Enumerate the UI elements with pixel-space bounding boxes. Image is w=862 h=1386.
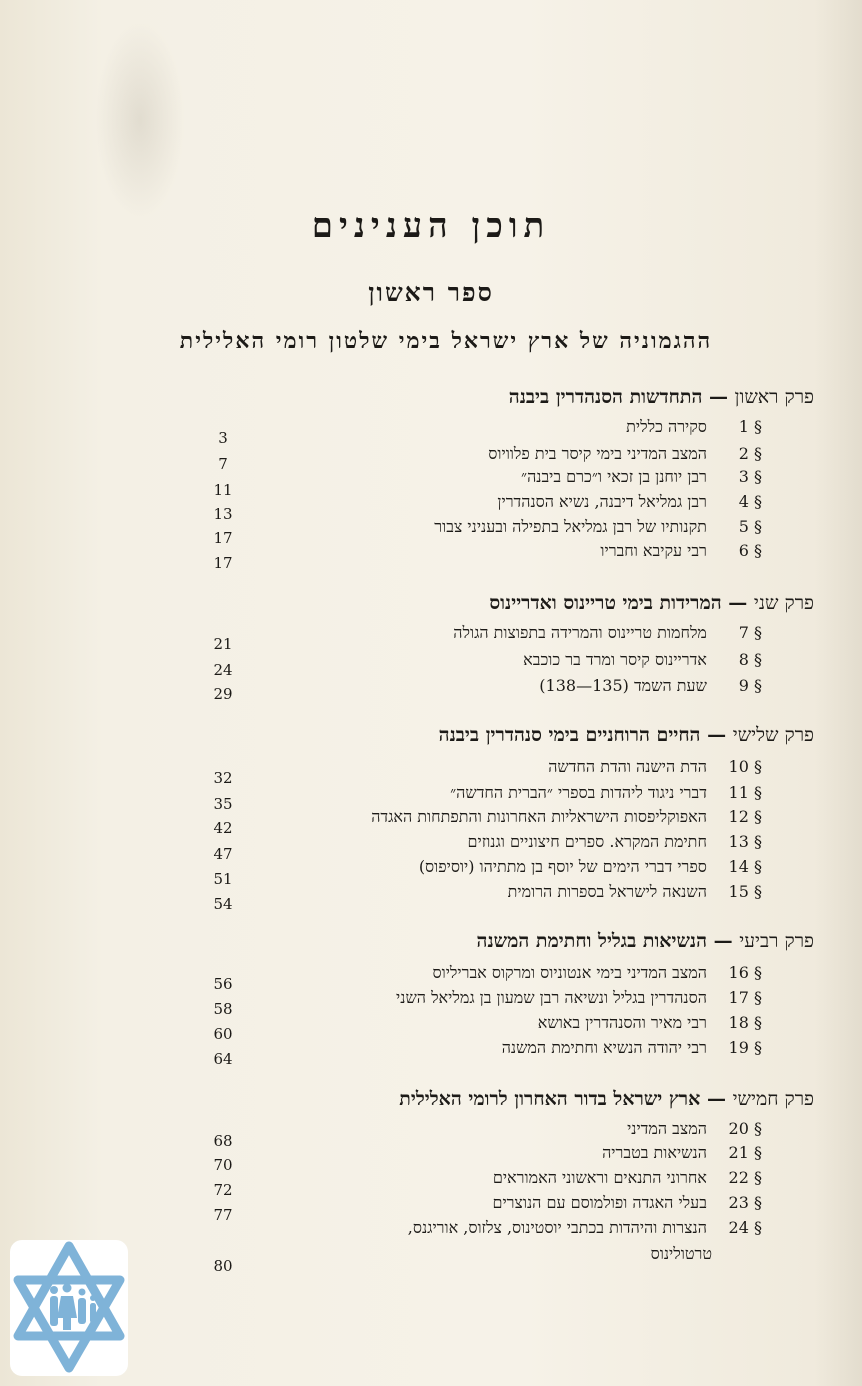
chapter-title: — התחדשות הסנהדרין ביבנה: [508, 386, 728, 408]
chapter-title: — הנשיאות בגליל וחתימת המשנה: [476, 930, 733, 952]
chapter-title: — ארץ ישראל בדור האחרון לרומי האלילית: [399, 1088, 726, 1110]
chapter-title: — החיים הרוחניים בימי סנהדרין ביבנה: [438, 724, 727, 746]
entry-title: חתימת המקרא. ספרים חיצוניים וגנוזים: [467, 832, 707, 851]
page-number: 54: [213, 895, 233, 913]
page-number: 7: [218, 455, 228, 473]
book-heading: ספר ראשון: [368, 278, 494, 307]
section-number: § 17: [728, 988, 762, 1007]
section-number: § 10: [728, 757, 762, 776]
toc-entry: [419, 854, 762, 880]
entry-title: הדת הישנה והדת החדשה: [548, 757, 707, 776]
entry-title: ספרי דברי הימים של יוסף בן מתתיהו (יוסיפוס): [418, 857, 707, 876]
entry-title: רבי עקיבא וחבריו: [600, 541, 707, 560]
section-number: § 15: [728, 882, 762, 901]
section-number: § 20: [728, 1119, 762, 1138]
toc-entry: [548, 754, 762, 780]
page-smudge: [95, 20, 185, 220]
page-number: 24: [213, 661, 233, 679]
chapter-label: פרק שלישי: [732, 724, 814, 746]
page-number: 35: [213, 795, 233, 813]
page-number: 58: [213, 1000, 233, 1018]
entry-title: רבן גמליאל דיבנה, נשיא הסנהדרין: [497, 492, 707, 511]
page-number: 21: [213, 635, 233, 653]
page-number: 68: [213, 1132, 233, 1150]
page-number: 29: [213, 685, 233, 703]
toc-entry: [371, 804, 762, 830]
chapter-heading: [399, 1088, 814, 1111]
entry-title: המצב המדיני בימי אנטוניוס ומרקוס אבריליוס: [432, 963, 707, 982]
page-number: 60: [213, 1025, 233, 1043]
section-number: § 22: [728, 1168, 762, 1187]
page-number: 11: [213, 481, 233, 499]
section-number: § 6: [738, 541, 762, 560]
section-number: § 7: [738, 623, 762, 642]
page-number: 42: [213, 819, 233, 837]
section-number: § 18: [728, 1013, 762, 1032]
toc-entry: [538, 1010, 762, 1036]
section-number: § 3: [738, 467, 762, 486]
page-number: 70: [213, 1156, 233, 1174]
entry-title: דברי ניגוד ליהדות בספרי ״הברית החדשה״: [450, 783, 707, 802]
chapter-label: פרק ראשון: [734, 386, 814, 408]
entry-title: רבי מאיר והסנהדרין באושא: [537, 1013, 707, 1032]
section-number: § 16: [728, 963, 762, 982]
section-number: § 23: [728, 1193, 762, 1212]
toc-entry: [497, 489, 762, 515]
toc-entry: [453, 620, 762, 646]
entry-title: השנאה לישראל בספרות הרומית: [507, 882, 707, 901]
toc-entry: [493, 1165, 762, 1191]
toc-entry: [433, 960, 762, 986]
toc-entry: [521, 464, 762, 490]
entry-title: אדריינוס קיסר ומרד בר כוכבא: [523, 650, 707, 669]
page-number: 17: [213, 554, 233, 572]
star-of-david-icon: [10, 1240, 128, 1376]
chapter-label: פרק חמישי: [732, 1088, 814, 1110]
entry-title: רבי יהודה הנשיא וחתימת המשנה: [501, 1038, 707, 1057]
toc-entry: [396, 985, 762, 1011]
toc-entry: [600, 538, 762, 564]
chapter-heading: [509, 386, 814, 409]
page-title: תוכן הענינים: [311, 206, 551, 246]
chapter-heading: [439, 724, 814, 747]
section-number: § 12: [728, 807, 762, 826]
section-number: § 9: [738, 676, 762, 695]
section-number: § 5: [738, 517, 762, 536]
book-subtitle: ההגמוניה של ארץ ישראל בימי שלטון רומי האלילית: [179, 328, 713, 354]
page-number: 17: [213, 529, 233, 547]
entry-title: המצב המדיני: [627, 1119, 707, 1138]
toc-entry: [492, 1190, 762, 1216]
entry-title: אחרוני התנאים וראשוני האמוראים: [492, 1168, 707, 1187]
toc-entry: [539, 673, 762, 699]
chapter-title: — המרידות בימי טריינוס ואדריינוס: [489, 592, 748, 614]
entry-title: סקירה כללית: [626, 417, 707, 436]
entry-title: האפוקליפסות הישראליות האחרונות והתפתחות האגדה: [371, 807, 707, 826]
toc-entry-continuation: [651, 1241, 712, 1267]
toc-entry: [523, 647, 762, 673]
chapter-label: פרק שני: [753, 592, 814, 614]
page-number: 72: [213, 1181, 233, 1199]
toc-entry: [408, 1215, 762, 1241]
entry-title: המצב המדיני בימי קיסר בית פלוויוס: [488, 444, 707, 463]
page-number: 80: [213, 1257, 233, 1275]
entry-title: תקנותיו של רבן גמליאל בתפילה ובעניני צבור: [434, 517, 707, 536]
chapter-heading: [477, 930, 814, 953]
section-number: § 14: [728, 857, 762, 876]
section-number: § 2: [738, 444, 762, 463]
page-number: 32: [213, 769, 233, 787]
entry-title: בעלי האגדה ופולמוסם עם הנוצרים: [492, 1193, 707, 1212]
star-of-david-logo: [10, 1240, 128, 1376]
entry-title: רבן יוחנן בן זכאי ו״כרם ביבנה״: [520, 467, 707, 486]
section-number: § 24: [728, 1218, 762, 1237]
toc-entry: [434, 514, 762, 540]
page-number: 56: [213, 975, 233, 993]
toc-entry: [626, 414, 762, 440]
chapter-heading: [489, 592, 814, 615]
entry-title-continued: טרטולינוס: [650, 1244, 712, 1263]
toc-entry: [627, 1116, 762, 1142]
toc-entry: [502, 1035, 762, 1061]
toc-entry: [508, 879, 762, 905]
entry-title: מלחמות טריינוס והמרידה בתפוצות הגולה: [453, 623, 707, 642]
section-number: § 19: [728, 1038, 762, 1057]
entry-title: הסנהדרין בגליל ונשיאה רבן שמעון בן גמליאל השני: [396, 988, 707, 1007]
page-number: 47: [213, 845, 233, 863]
toc-entry: [602, 1140, 762, 1166]
section-number: § 13: [728, 832, 762, 851]
entry-title: הנצרות והיהדות בכתבי יוסטינוס, צלזוס, אוריגנס,: [407, 1218, 707, 1237]
entry-title: שעת השמד (135—138): [539, 676, 707, 695]
page-number: 64: [213, 1050, 233, 1068]
section-number: § 11: [728, 783, 762, 802]
chapter-label: פרק רביעי: [739, 930, 814, 952]
section-number: § 1: [738, 417, 762, 436]
toc-entry: [450, 780, 762, 806]
page-number: 13: [213, 505, 233, 523]
entry-title: הנשיאות בטבריה: [602, 1143, 707, 1162]
toc-entry: [468, 829, 762, 855]
page-number: 77: [213, 1206, 233, 1224]
section-number: § 21: [728, 1143, 762, 1162]
page-number: 51: [213, 870, 233, 888]
page-number: 3: [218, 429, 228, 447]
section-number: § 4: [738, 492, 762, 511]
section-number: § 8: [738, 650, 762, 669]
